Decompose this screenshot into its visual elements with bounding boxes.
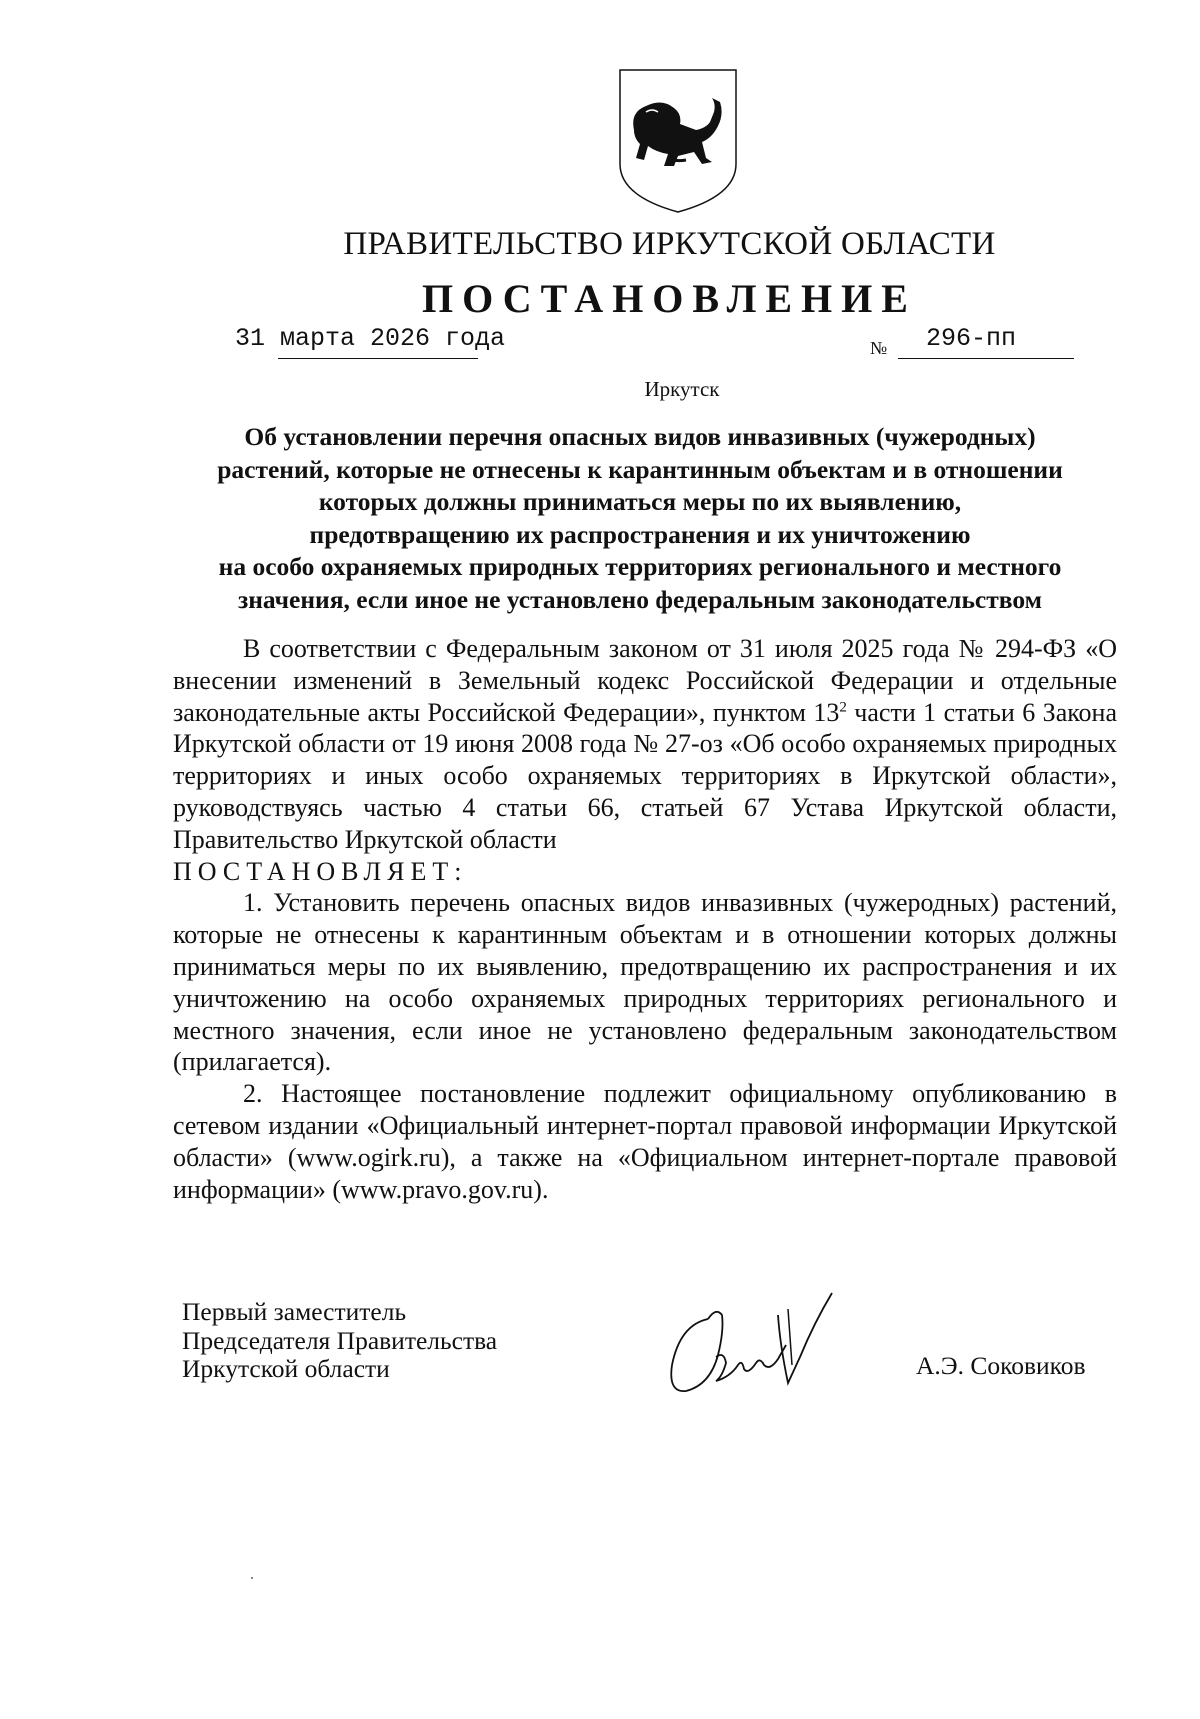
preamble-paragraph xyxy=(173,633,1117,856)
scan-speck xyxy=(251,1577,253,1579)
item-2-paragraph: 2. Настоящее постановление подлежит официальному опубликованию в сетевом издании «Официальный интернет-портал правовой информации Иркутской области» (www.ogirk.ru), а также на «Официальном интернет-портале правовой информации» (www.pravo.gov.ru). xyxy=(173,1079,1117,1204)
item-1-paragraph: 1. Установить перечень опасных видов инвазивных (чужеродных) растений, которые не отнесены к карантинным объектам и в отношении которых должны приниматься меры по их выявлению, предотвращению их распространения и их уничтожению на особо охраняемых природных территориях регионального и местного значения, если иное не установлено федеральным законодательством (прилагается). xyxy=(173,888,1117,1077)
title-line: растений, которые не отнесены к карантинным объектам и в отношении xyxy=(217,454,1063,484)
title-line: Об установлении перечня опасных видов инвазивных (чужеродных) xyxy=(244,422,1036,451)
document-date: 31 марта 2026 года xyxy=(235,324,506,353)
government-name: ПРАВИТЕЛЬСТВО ИРКУТСКОЙ ОБЛАСТИ xyxy=(343,226,996,262)
coat-of-arms-emblem xyxy=(616,68,740,214)
number-sign: № xyxy=(870,338,888,358)
preamble-text-continued: части 1 статьи 6 Закона Иркутской области от 19 июня 2008 года № 27-оз «Об особо охраняемых природных территориях и иных особо охраняемых территориях в Иркутской области», руководствуясь частью 4 статьи 66, статьей 67 Устава Иркутской области, Правительство Иркутской области xyxy=(173,697,1118,854)
document-body xyxy=(173,633,1117,1205)
title-line: которых должны приниматься меры по их выявлению, xyxy=(318,487,962,516)
signer-position xyxy=(182,1298,497,1384)
handwritten-signature xyxy=(660,1285,870,1420)
document-number: 296-пп xyxy=(926,324,1017,353)
title-line: значения, если иное не установлено федеральным законодательством xyxy=(237,584,1043,614)
preamble-text: В соответствии с Федеральным законом от 31 июля 2025 года № 294-ФЗ «О внесении изменений в Земельный кодекс Российской Федерации и отдельные законодательные акты Российской Федерации», пунктом 13 xyxy=(173,634,1117,727)
document-title xyxy=(160,421,1120,616)
title-line: предотвращению их распространения и их уничтожению xyxy=(309,519,971,549)
signer-position-line: Председателя Правительства xyxy=(182,1325,498,1355)
signer-position-line: Иркутской области xyxy=(182,1354,390,1383)
number-underline xyxy=(898,358,1074,359)
signer-name: А.Э. Соковиков xyxy=(916,1351,1086,1380)
document-type-heading: ПОСТАНОВЛЕНИЕ xyxy=(422,276,917,321)
city-name: Иркутск xyxy=(644,377,720,401)
date-underline xyxy=(278,358,478,359)
preamble-superscript: 2 xyxy=(839,698,847,715)
signer-position-line: Первый заместитель xyxy=(182,1297,407,1326)
decree-word: ПОСТАНОВЛЯЕТ: xyxy=(173,856,468,886)
title-line: на особо охраняемых природных территориях регионального и местного xyxy=(218,552,1062,581)
